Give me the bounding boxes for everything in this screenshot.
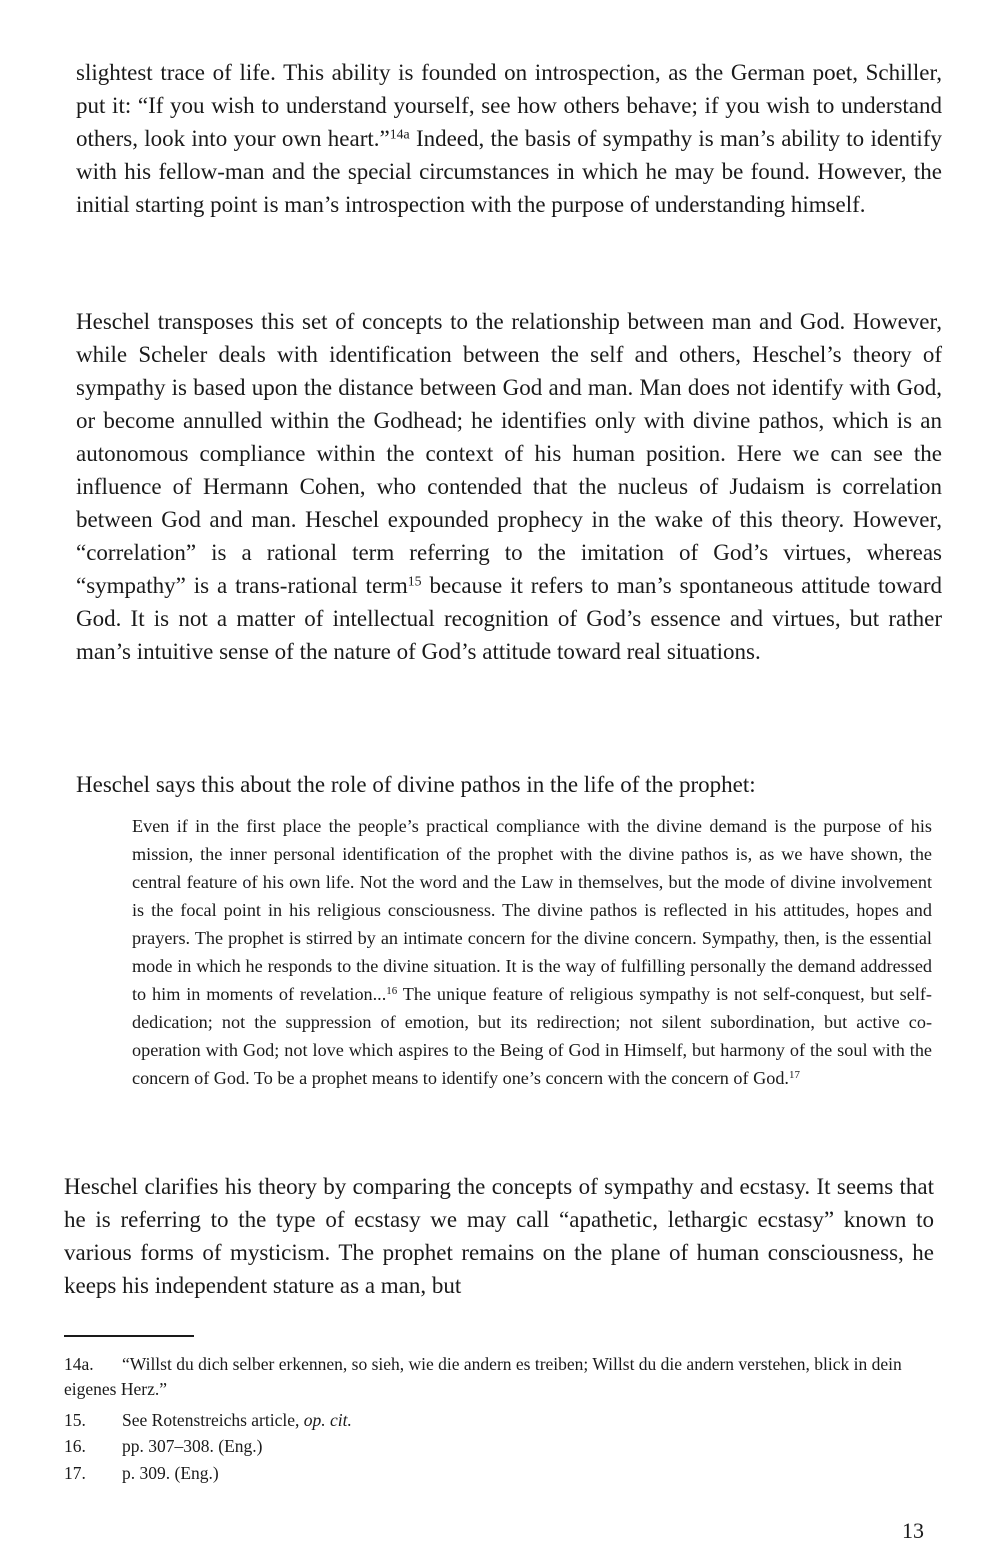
footnote-ref-17[interactable]: 17 [788,1069,800,1081]
footnote-ref-14a[interactable]: 14a [389,126,410,142]
quote-text: Even if in the first place the people’s practical compliance with the divine demand is the purpose of his mission, the inner personal identification of the prophet with the divine pathos is, as we have shown, the central feature of his own life. Not the word and the Law in themselves, but the mode of divine involvement is the focal point in his religious consciousness. The divine pathos is reflected in his attitudes, hopes and prayers. The prophet is stirred by an intimate concern for the divine concern. Sympathy, then, is the essential mode in which he responds to the divine situation. It is the way of fulfilling personally the demand addressed to him in moments of revelation... [132,816,932,1004]
footnote-number: 15. [64,1410,86,1430]
footnote-number: 17. [64,1463,86,1483]
footnote-text: pp. 307–308. (Eng.) [122,1436,263,1456]
paragraph-text: slightest trace of life. This ability is founded on introspection, as the German poet, Schiller, put it: “If you wish to understand yourself, see how others behave; if you wish to understand others, look into your own heart.” [76,60,942,151]
footnote-text: p. 309. (Eng.) [122,1463,219,1483]
footnote-ref-15[interactable]: 15 [407,573,422,589]
body-paragraph-3: Heschel says this about the role of divine pathos in the life of the prophet: [76,772,756,797]
footnote-ref-16[interactable]: 16 [386,985,398,997]
footnote-15 [64,1408,934,1433]
quote-text: The unique feature of religious sympathy is not self-conquest, but self-dedication; not the suppression of emotion, but its redirection; not silent subordination, but active co-operation with God; not love which aspires to the Being of God in Himself, but harmony of the soul with the concern of God. To be a prophet means to identify one’s concern with the concern of God. [132,984,932,1088]
footnote-divider [64,1335,194,1337]
body-paragraph-2 [76,305,942,668]
block-quote [132,812,932,1092]
paragraph-text: Heschel transposes this set of concepts to the relationship between man and God. However, while Scheler deals with identification between the self and others, Heschel’s theory of sympathy is based upon the distance between God and man. Man does not identify with God, or become annulled within the Godhead; he identifies only with divine pathos, which is an autonomous compliance within the context of his human position. Here we can see the influence of Hermann Cohen, who contended that the nucleus of Judaism is correlation between God and man. Heschel expounded prophecy in the wake of this theory. However, “correlation” is a rational term referring to the imitation of God’s virtues, whereas “sympathy” is a trans-rational term [76,309,942,598]
body-paragraph-4: Heschel clarifies his theory by comparing the concepts of sympathy and ecstasy. It seems that he is referring to the type of ecstasy we may call “apathetic, lethargic ecstasy” known to various forms of mysticism. The prophet remains on the plane of human consciousness, he keeps his independent stature as a man, but [64,1174,934,1298]
body-paragraph-1 [76,56,942,221]
footnote-number: 14a. [64,1354,94,1374]
paragraph-text: because it refers to man’s spontaneous attitude toward God. It is not a matter of intellectual recognition of God’s essence and virtues, but rather man’s intuitive sense of the nature of God’s attitude toward real situations. [76,573,942,664]
page-number: 13 [902,1518,924,1543]
footnote-number: 16. [64,1436,86,1456]
footnote-italic-text: op. cit. [303,1410,352,1430]
footnote-text: See Rotenstreichs article, [122,1410,304,1430]
footnote-16 [64,1434,934,1459]
paragraph-text: Indeed, the basis of sympathy is man’s ability to identify with his fellow-man and the special circumstances in which he may be found. However, the initial starting point is man’s introspection with the purpose of understanding himself. [76,126,942,217]
footnote-14a [64,1352,934,1402]
footnote-text: “Willst du dich selber erkennen, so sieh, wie die andern es treiben; Willst du die andern verstehen, blick in dein eigenes Herz.” [64,1354,902,1399]
footnote-17 [64,1461,934,1486]
